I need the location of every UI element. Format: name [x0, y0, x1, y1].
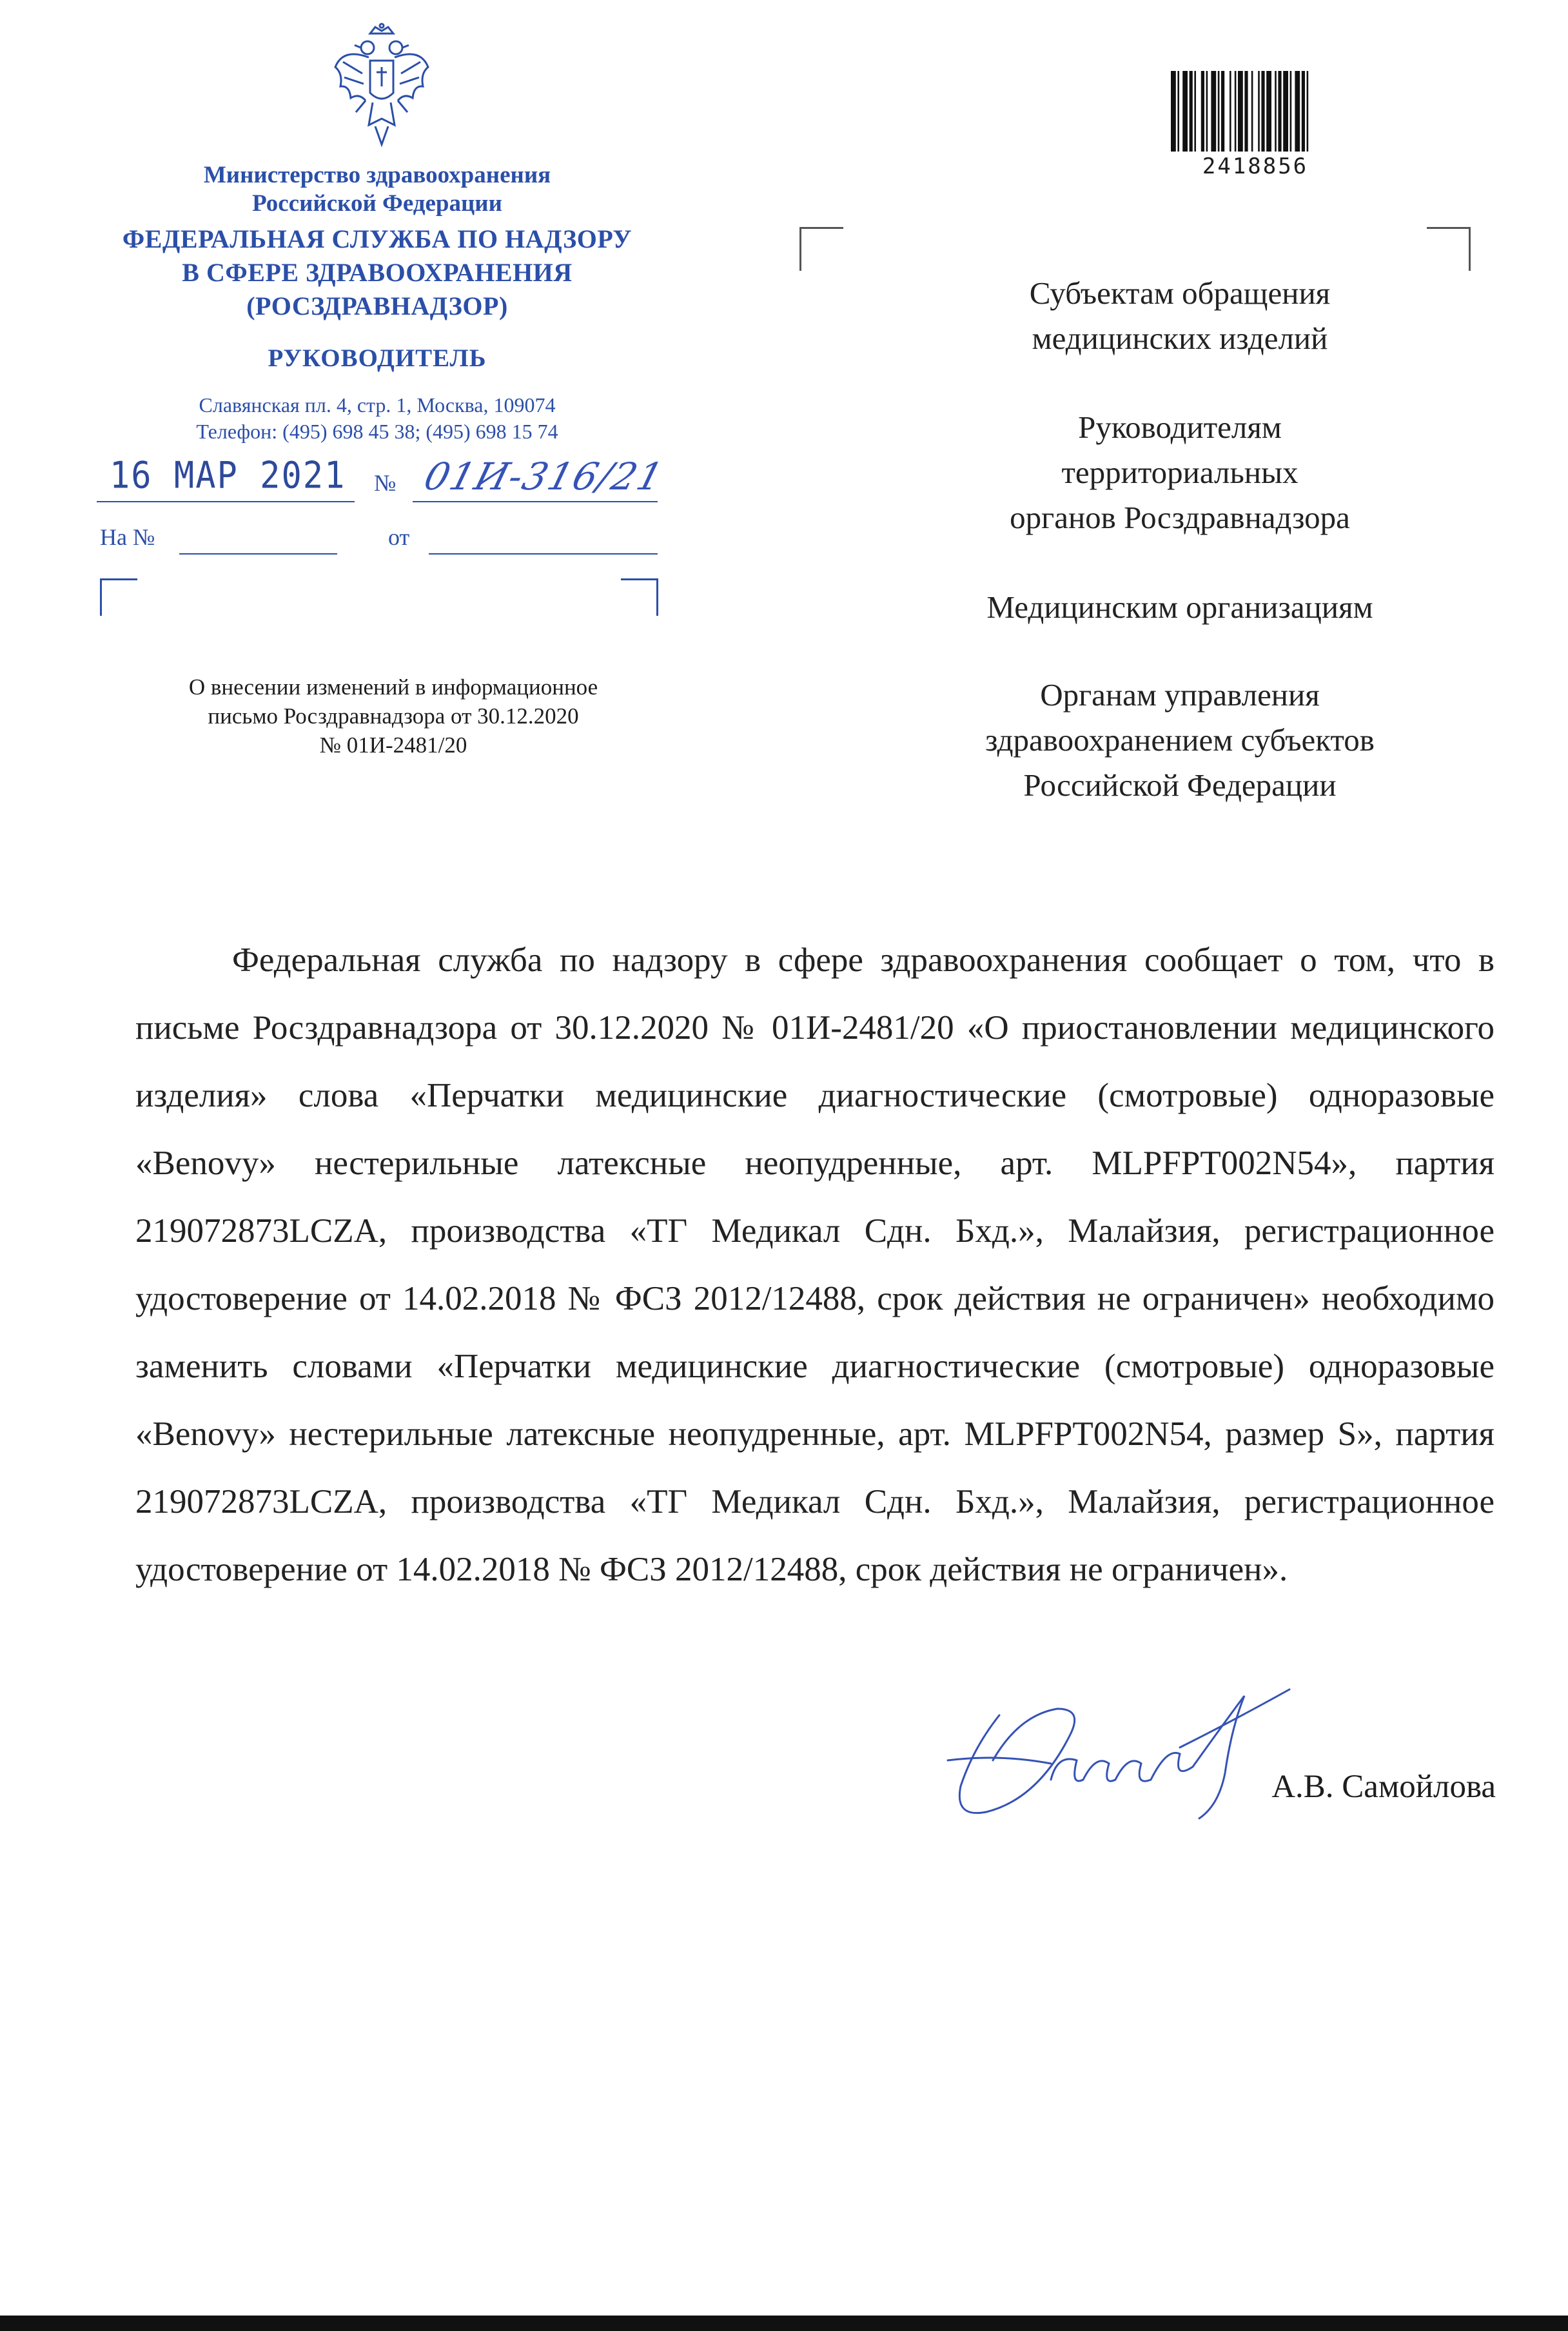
handwritten-signature [922, 1657, 1322, 1838]
ministry-name [100, 161, 654, 218]
ministry-line-1: Министерство здравоохранения [203, 162, 551, 188]
addressee-medical-orgs [903, 585, 1457, 630]
service-line-2: В СФЕРЕ ЗДРАВООХРАНЕНИЯ [182, 258, 573, 287]
number-underline [413, 501, 658, 502]
addressee-2-line-3: органов Росздравнадзора [1010, 500, 1350, 535]
number-label: № [374, 470, 397, 496]
postal-address: Славянская пл. 4, стр. 1, Москва, 109074 [199, 393, 556, 417]
phone-numbers: Телефон: (495) 698 45 38; (495) 698 15 74 [196, 420, 558, 443]
barcode-number: 2418856 [1202, 153, 1309, 179]
letter-body: Федеральная служба по надзору в сфере здравоохранения сообщает о том, что в письме Росздравнадзора от 30.12.2020 № 01И-2481/20 «О приостановлении медицинского изделия» слова «Перчатки медицинские диагностические (смотровые) одноразовые «Benovy» нестерильные латексные неопудренные, арт. MLPFPT002N54», партия 219072873LCZA, производства «ТГ Медикал Сдн. Бхд.», Малайзия, регистрационное удостоверение от 14.02.2018 № ФСЗ 2012/12488, срок действия не ограничен» необходимо заменить словами «Перчатки медицинские диагностические (смотровые) одноразовые «Benovy» нестерильные латексные неопудренные, арт. MLPFPT002N54, размер S», партия 219072873LCZA, производства «ТГ Медикал Сдн. Бхд.», Малайзия, регистрационное удостоверение от 14.02.2018 № ФСЗ 2012/12488, срок действия не ограничен». [135, 941, 1494, 1588]
service-name [90, 222, 664, 323]
addressee-1-line-2: медицинских изделий [1032, 320, 1328, 356]
subject-line-2: письмо Росздравнадзора от 30.12.2020 [208, 703, 579, 729]
reply-number-label: На № [100, 524, 155, 550]
coat-of-arms-emblem-icon [330, 22, 433, 151]
date-stamp: 16 МАР 2021 [110, 455, 346, 497]
letter-subject [116, 673, 671, 760]
barcode-icon [1168, 71, 1342, 155]
contact-block [100, 392, 654, 445]
outgoing-number-handwritten: 01И-316/21 [419, 455, 669, 498]
head-title: РУКОВОДИТЕЛЬ [268, 344, 487, 372]
subject-corner-right [621, 578, 658, 616]
addressee-3-line-1: Медицинским организациям [986, 589, 1373, 625]
addressee-health-authorities [903, 673, 1457, 808]
address-corner-right [1427, 227, 1471, 271]
addressee-2-line-1: Руководителям [1078, 409, 1282, 445]
addressee-1-line-1: Субъектам обращения [1029, 275, 1331, 311]
service-line-3: (РОСЗДРАВНАДЗОР) [246, 291, 508, 320]
reply-number-line [179, 553, 337, 555]
addressee-4-line-2: здравоохранением субъектов [985, 722, 1375, 758]
addressee-4-line-3: Российской Федерации [1023, 767, 1337, 803]
subject-corner-left [100, 578, 137, 616]
addressee-4-line-1: Органам управления [1040, 677, 1320, 713]
reply-date-label: от [388, 524, 410, 550]
reply-date-line [429, 553, 658, 555]
subject-line-3: № 01И-2481/20 [319, 733, 467, 758]
addressee-2-line-2: территориальных [1061, 455, 1298, 490]
subject-line-1: О внесении изменений в информационное [188, 674, 598, 700]
scanner-edge-strip [0, 2316, 1568, 2331]
address-corner-left [799, 227, 843, 271]
date-underline [97, 501, 355, 502]
ministry-line-2: Российской Федерации [252, 190, 502, 217]
addressee-territorial [903, 405, 1457, 540]
service-line-1: ФЕДЕРАЛЬНАЯ СЛУЖБА ПО НАДЗОРУ [122, 224, 632, 253]
addressee-subjects [903, 271, 1457, 361]
signer-name: А.В. Самойлова [1271, 1769, 1496, 1805]
